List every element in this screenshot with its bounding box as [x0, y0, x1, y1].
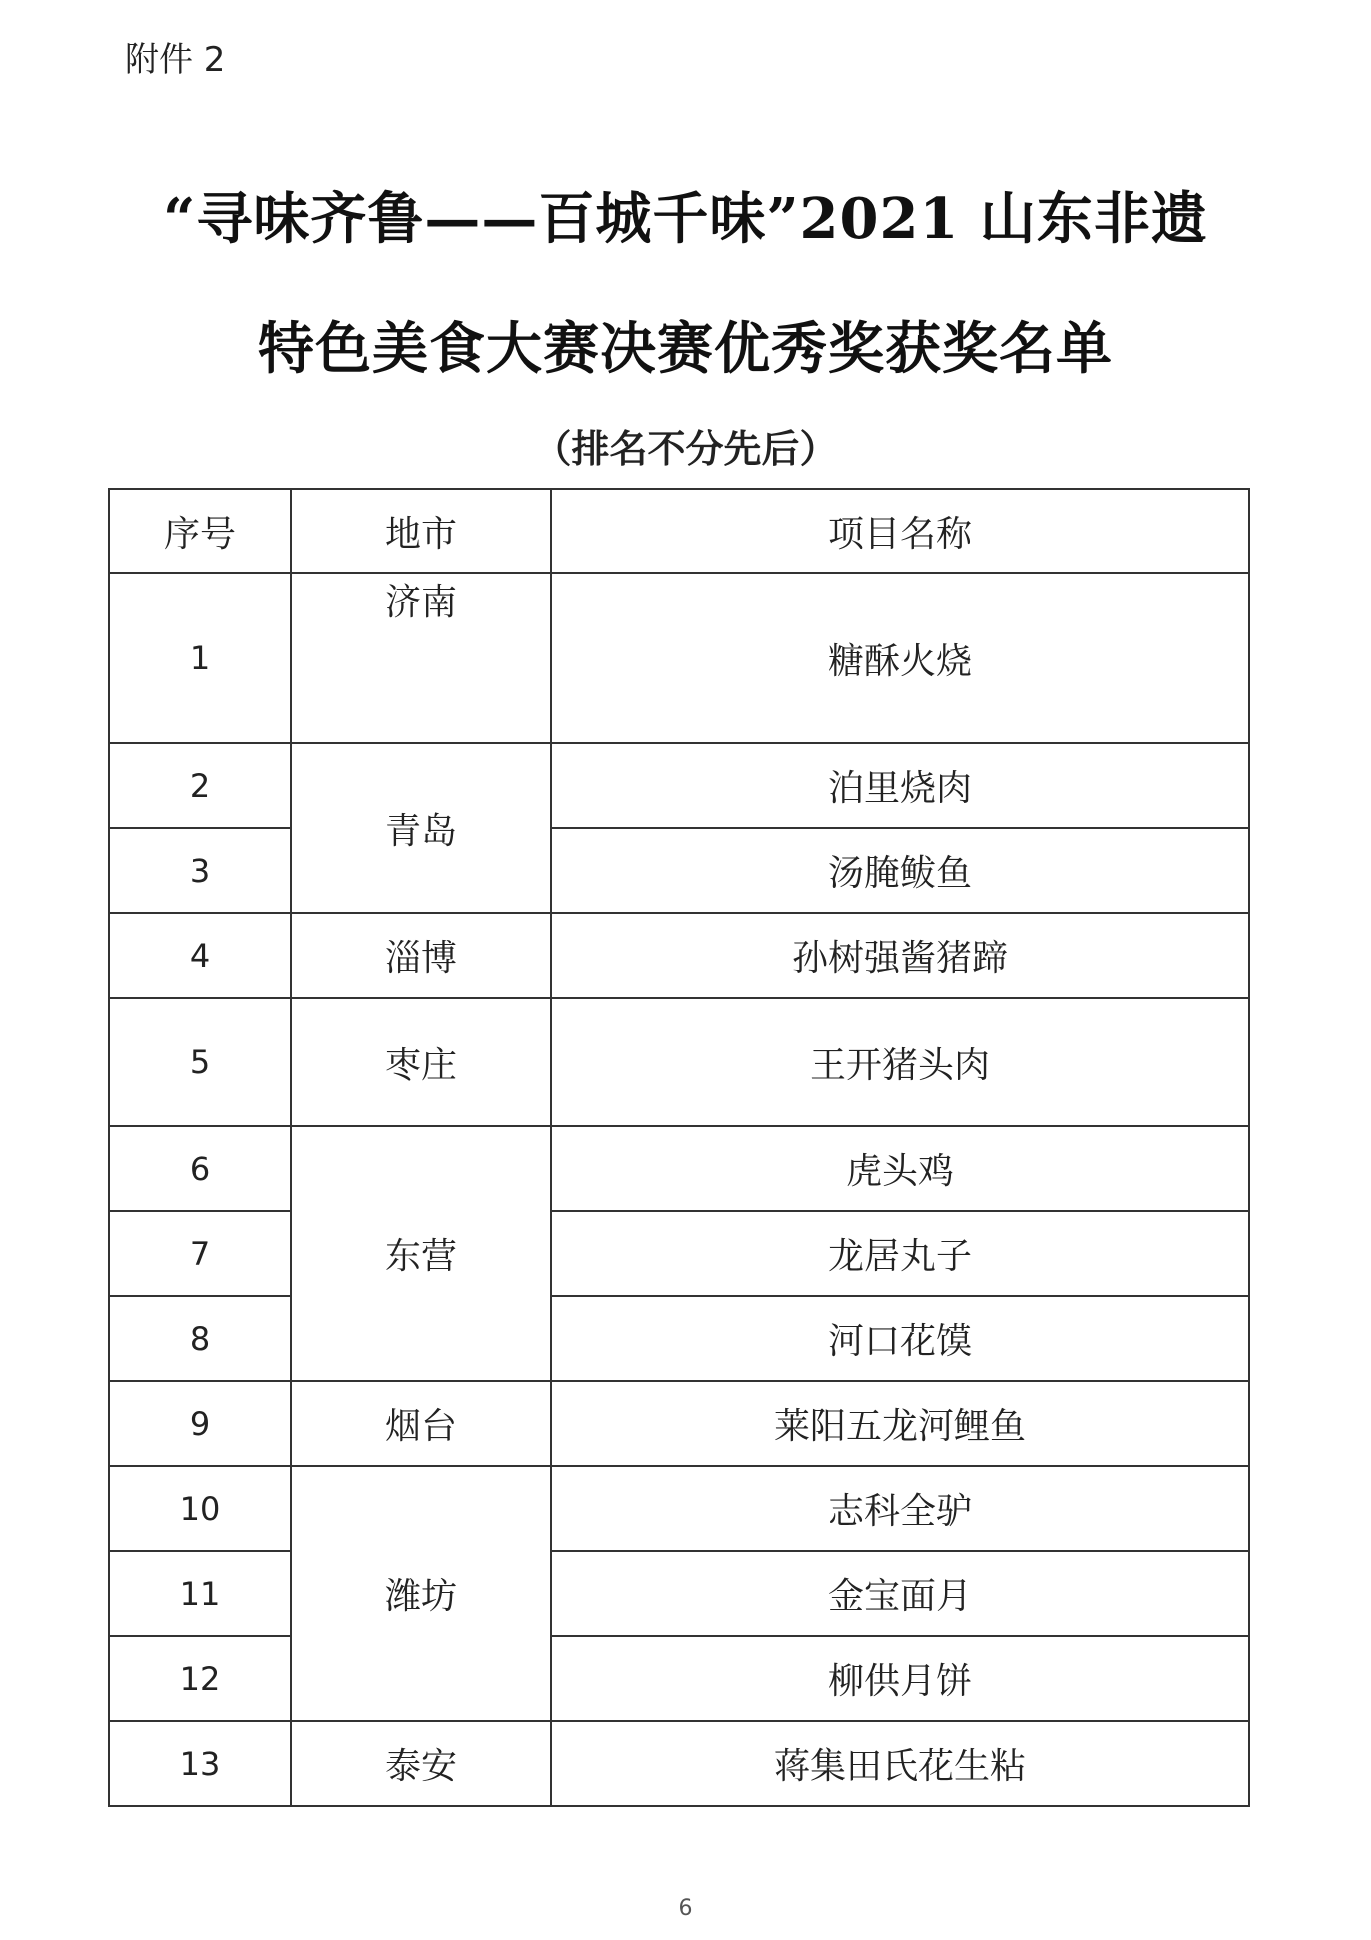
table-row	[109, 1296, 1249, 1381]
row-number: 3	[109, 828, 291, 913]
document-title-line-1: “寻味齐鲁——百城千味”2021 山东非遗	[163, 186, 1208, 252]
header-city: 地市	[291, 489, 551, 573]
project-name-cell: 河口花馍	[551, 1296, 1249, 1381]
project-name-cell: 柳供月饼	[551, 1636, 1249, 1721]
table-row	[109, 1381, 1249, 1466]
city-cell: 青岛	[291, 743, 551, 913]
row-number: 4	[109, 913, 291, 998]
header-serial-number: 序号	[109, 489, 291, 573]
project-name-cell: 虎头鸡	[551, 1126, 1249, 1211]
city-cell: 烟台	[291, 1381, 551, 1466]
row-number: 10	[109, 1466, 291, 1551]
row-number: 12	[109, 1636, 291, 1721]
row-number: 2	[109, 743, 291, 828]
row-number: 6	[109, 1126, 291, 1211]
table-row	[109, 913, 1249, 998]
table-row	[109, 1126, 1249, 1211]
project-name-cell: 糖酥火烧	[551, 573, 1249, 743]
table-row	[109, 998, 1249, 1126]
table-row	[109, 1721, 1249, 1806]
attachment-label: 附件 2	[125, 40, 226, 80]
document-subtitle: （排名不分先后）	[533, 426, 838, 471]
city-cell: 淄博	[291, 913, 551, 998]
city-cell: 潍坊	[291, 1466, 551, 1721]
page-number: 6	[678, 1896, 693, 1921]
city-cell: 泰安	[291, 1721, 551, 1806]
table-row	[109, 1636, 1249, 1721]
project-name-cell: 蒋集田氏花生粘	[551, 1721, 1249, 1806]
row-number: 8	[109, 1296, 291, 1381]
document-title-line-2: 特色美食大赛决赛优秀奖获奖名单	[258, 316, 1113, 382]
project-name-cell: 莱阳五龙河鲤鱼	[551, 1381, 1249, 1466]
city-cell: 枣庄	[291, 998, 551, 1126]
table-row	[109, 1551, 1249, 1636]
row-number: 9	[109, 1381, 291, 1466]
table-row	[109, 1466, 1249, 1551]
table-row	[109, 573, 1249, 743]
city-cell: 济南	[291, 573, 551, 743]
table-row	[109, 1211, 1249, 1296]
table-row	[109, 828, 1249, 913]
project-name-cell: 志科全驴	[551, 1466, 1249, 1551]
city-cell: 东营	[291, 1126, 551, 1381]
project-name-cell: 金宝面月	[551, 1551, 1249, 1636]
project-name-cell: 孙树强酱猪蹄	[551, 913, 1249, 998]
project-name-cell: 泊里烧肉	[551, 743, 1249, 828]
project-name-cell: 汤腌鲅鱼	[551, 828, 1249, 913]
row-number: 11	[109, 1551, 291, 1636]
row-number: 5	[109, 998, 291, 1126]
table-row	[109, 743, 1249, 828]
project-name-cell: 王开猪头肉	[551, 998, 1249, 1126]
row-number: 13	[109, 1721, 291, 1806]
header-project-name: 项目名称	[551, 489, 1249, 573]
award-list-table	[108, 488, 1250, 1807]
project-name-cell: 龙居丸子	[551, 1211, 1249, 1296]
row-number: 1	[109, 573, 291, 743]
row-number: 7	[109, 1211, 291, 1296]
table-header-row	[109, 489, 1249, 573]
